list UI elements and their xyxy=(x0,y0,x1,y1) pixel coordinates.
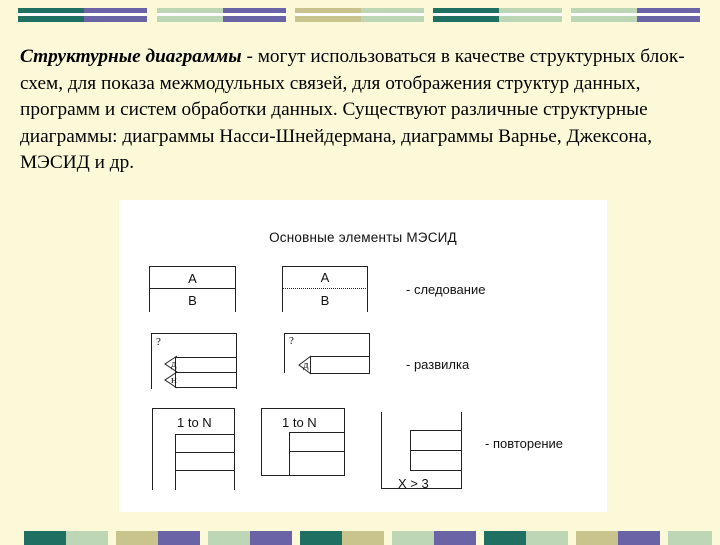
seq1-a-label: A xyxy=(188,271,197,286)
branch1-yes-label: д xyxy=(171,358,177,370)
loop1-top-line xyxy=(152,408,235,409)
loop1-row-line-3 xyxy=(175,470,235,471)
bottom-decor-bar-5 xyxy=(392,531,476,545)
loop2-row-line-2 xyxy=(289,451,345,452)
loop3-row-line-3 xyxy=(410,470,462,471)
top-decor-bar-1 xyxy=(18,8,147,22)
branch-label: - развилка xyxy=(406,357,470,372)
bottom-decor-bar-4 xyxy=(300,531,384,545)
body-text: - могут использоваться в качестве структурных блок-схем, для показа межмодульных связей, для отображения структур данных, программ и систем обработки данных. Существуют различные структурные диаграммы: диаграммы Насси-Шнейдермана, диаграммы Варнье, Джексона, МЭСИД и др. xyxy=(20,46,685,173)
branch2-yes-label: д xyxy=(303,359,309,371)
loop1-row-line-1 xyxy=(175,434,235,435)
loop3-row-line-1 xyxy=(410,430,462,431)
bottom-decor-bar-1 xyxy=(24,531,108,545)
branch1-no-label: н xyxy=(171,374,177,386)
loop3-left-line xyxy=(381,412,382,488)
top-decor-bar-2 xyxy=(157,8,286,22)
seq2-b-label: B xyxy=(320,293,330,308)
mesid-figure xyxy=(119,200,607,512)
seq1-mid-line xyxy=(149,288,236,289)
loop3-condition-label: X > 3 xyxy=(398,476,429,491)
loop2-inner-left xyxy=(289,432,290,476)
branch1-yes-row xyxy=(175,357,237,373)
branch1-question: ? xyxy=(156,336,161,348)
seq2-a-label: A xyxy=(320,270,330,285)
bottom-decor-bar-2 xyxy=(116,531,200,545)
branch2-yes-row xyxy=(310,356,370,374)
seq2-dotted-divider xyxy=(282,288,368,289)
repeat-label: - повторение xyxy=(485,436,563,451)
loop1-left-line xyxy=(152,408,153,490)
bottom-decor-bar-3 xyxy=(208,531,292,545)
branch2-question: ? xyxy=(289,335,294,347)
seq2-top-line xyxy=(282,266,368,267)
loop1-right-line xyxy=(234,408,235,490)
bottom-decor-bar-8 xyxy=(668,531,712,545)
loop1-inner-left xyxy=(175,434,176,490)
term-heading: Структурные диаграммы xyxy=(20,46,242,67)
top-decor-bar-5 xyxy=(571,8,700,22)
top-decor-bar-3 xyxy=(295,8,424,22)
loop3-row-line-2 xyxy=(410,450,462,451)
loop2-count-label: 1 to N xyxy=(282,415,317,430)
seq1-b-label: B xyxy=(188,293,197,308)
figure-title: Основные элементы МЭСИД xyxy=(269,230,457,245)
loop2-row-line-1 xyxy=(289,432,345,433)
body-paragraph xyxy=(20,44,700,177)
sequence-label: - следование xyxy=(406,282,486,297)
seq1-top-line xyxy=(149,266,236,267)
branch1-no-row xyxy=(175,372,237,388)
bottom-decor-bar-6 xyxy=(484,531,568,545)
loop1-row-line-2 xyxy=(175,452,235,453)
bottom-decor-bar-7 xyxy=(576,531,660,545)
top-decor-bar-4 xyxy=(433,8,562,22)
loop1-count-label: 1 to N xyxy=(177,415,212,430)
